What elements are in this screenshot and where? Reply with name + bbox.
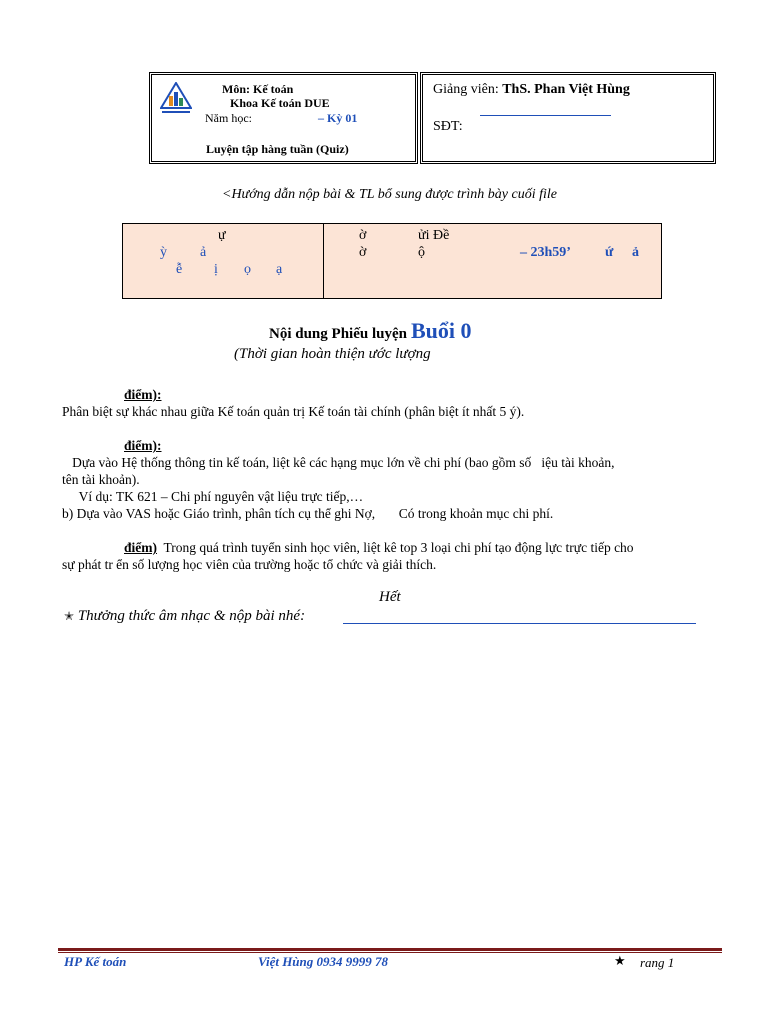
info-left-r3a: ễ bbox=[176, 262, 183, 277]
info-left-r1: ự bbox=[218, 228, 226, 243]
due-logo bbox=[160, 82, 192, 116]
q2-line1: Dựa vào Hệ thống thông tin kế toán, liệt kê các hạng mục lớn về chi phí (bao gồm số iệu tài khoản, bbox=[62, 455, 615, 470]
info-right-r2d: ứ bbox=[605, 245, 614, 260]
submission-link-line[interactable] bbox=[343, 623, 696, 624]
content-title bbox=[269, 318, 472, 344]
q3-line1: Trong quá trình tuyển sinh học viên, liệt kê top 3 loại chi phí tạo động lực trực tiếp cho bbox=[157, 540, 634, 555]
info-deadline: – 23h59’ bbox=[520, 245, 571, 260]
footer-rule bbox=[58, 948, 722, 951]
star-icon: ✭ bbox=[64, 609, 75, 623]
q2-line3: Ví dụ: TK 621 – Chi phí nguyên vật liệu trực tiếp,… bbox=[62, 489, 364, 504]
lecturer-row bbox=[433, 82, 630, 98]
info-right-r1b: ửi Đề bbox=[418, 228, 450, 243]
instructions-note: <Hướng dẫn nộp bài & TL bổ sung được trình bày cuối file bbox=[222, 187, 557, 202]
q3-score: điểm) bbox=[124, 540, 157, 555]
info-left-r2b: ả bbox=[200, 245, 207, 260]
info-left-r3d: ạ bbox=[276, 262, 283, 277]
subject-label: Môn: Kế toán bbox=[222, 82, 294, 96]
closing-text: Thưởng thức âm nhạc & nộp bài nhé: bbox=[77, 608, 306, 624]
info-left-r3c: ọ bbox=[244, 262, 251, 277]
term-label: – Kỳ 01 bbox=[318, 111, 358, 125]
footer-center: Việt Hùng 0934 9999 78 bbox=[258, 954, 389, 969]
info-left-r3b: ị bbox=[214, 262, 218, 277]
q1-score: điểm): bbox=[124, 387, 162, 402]
quiz-title: Luyện tập hàng tuần (Quiz) bbox=[206, 142, 349, 156]
footer-rule-thin bbox=[58, 952, 722, 953]
content-title-prefix: Nội dung Phiếu luyện bbox=[269, 326, 407, 342]
q2-line2: tên tài khoản). bbox=[62, 472, 140, 487]
closing-row bbox=[64, 608, 305, 625]
info-table-divider bbox=[323, 223, 324, 299]
faculty-label: Khoa Kế toán DUE bbox=[230, 96, 330, 110]
year-label: Năm học: bbox=[205, 111, 252, 125]
q3-line2: sự phát tr ển số lượng học viên của trường hoặc tổ chức và giải thích. bbox=[62, 557, 437, 572]
phone-label: SĐT: bbox=[433, 119, 463, 134]
q1-text: Phân biệt sự khác nhau giữa Kế toán quản trị Kế toán tài chính (phân biệt ít nhất 5 ý). bbox=[62, 404, 525, 419]
info-right-r2b: ộ bbox=[418, 245, 425, 260]
lecturer-name: ThS. Phan Việt Hùng bbox=[502, 82, 630, 97]
info-right-r2a: ờ bbox=[359, 245, 367, 260]
q3-line1-row bbox=[64, 539, 634, 556]
info-left-r2a: ỳ bbox=[160, 245, 167, 260]
q2-score: điểm): bbox=[124, 438, 162, 453]
q2-line4: b) Dựa vào VAS hoặc Giáo trình, phân tích cụ thể ghi Nợ, Có trong khoản mục chi phí. bbox=[62, 506, 554, 521]
info-table bbox=[122, 223, 662, 299]
phone-underline bbox=[480, 115, 611, 116]
time-estimate: (Thời gian hoàn thiện ước lượng bbox=[234, 346, 431, 362]
lecturer-label: Giảng viên: bbox=[433, 82, 499, 97]
end-text: Hết bbox=[379, 589, 401, 605]
session-label: Buổi 0 bbox=[410, 318, 472, 343]
footer-left: HP Kế toán bbox=[64, 954, 127, 969]
footer-page: rang 1 bbox=[640, 955, 675, 970]
footer-star-icon: ★ bbox=[614, 954, 626, 969]
info-right-r1a: ờ bbox=[359, 228, 367, 243]
info-right-r2e: ả bbox=[632, 245, 639, 260]
